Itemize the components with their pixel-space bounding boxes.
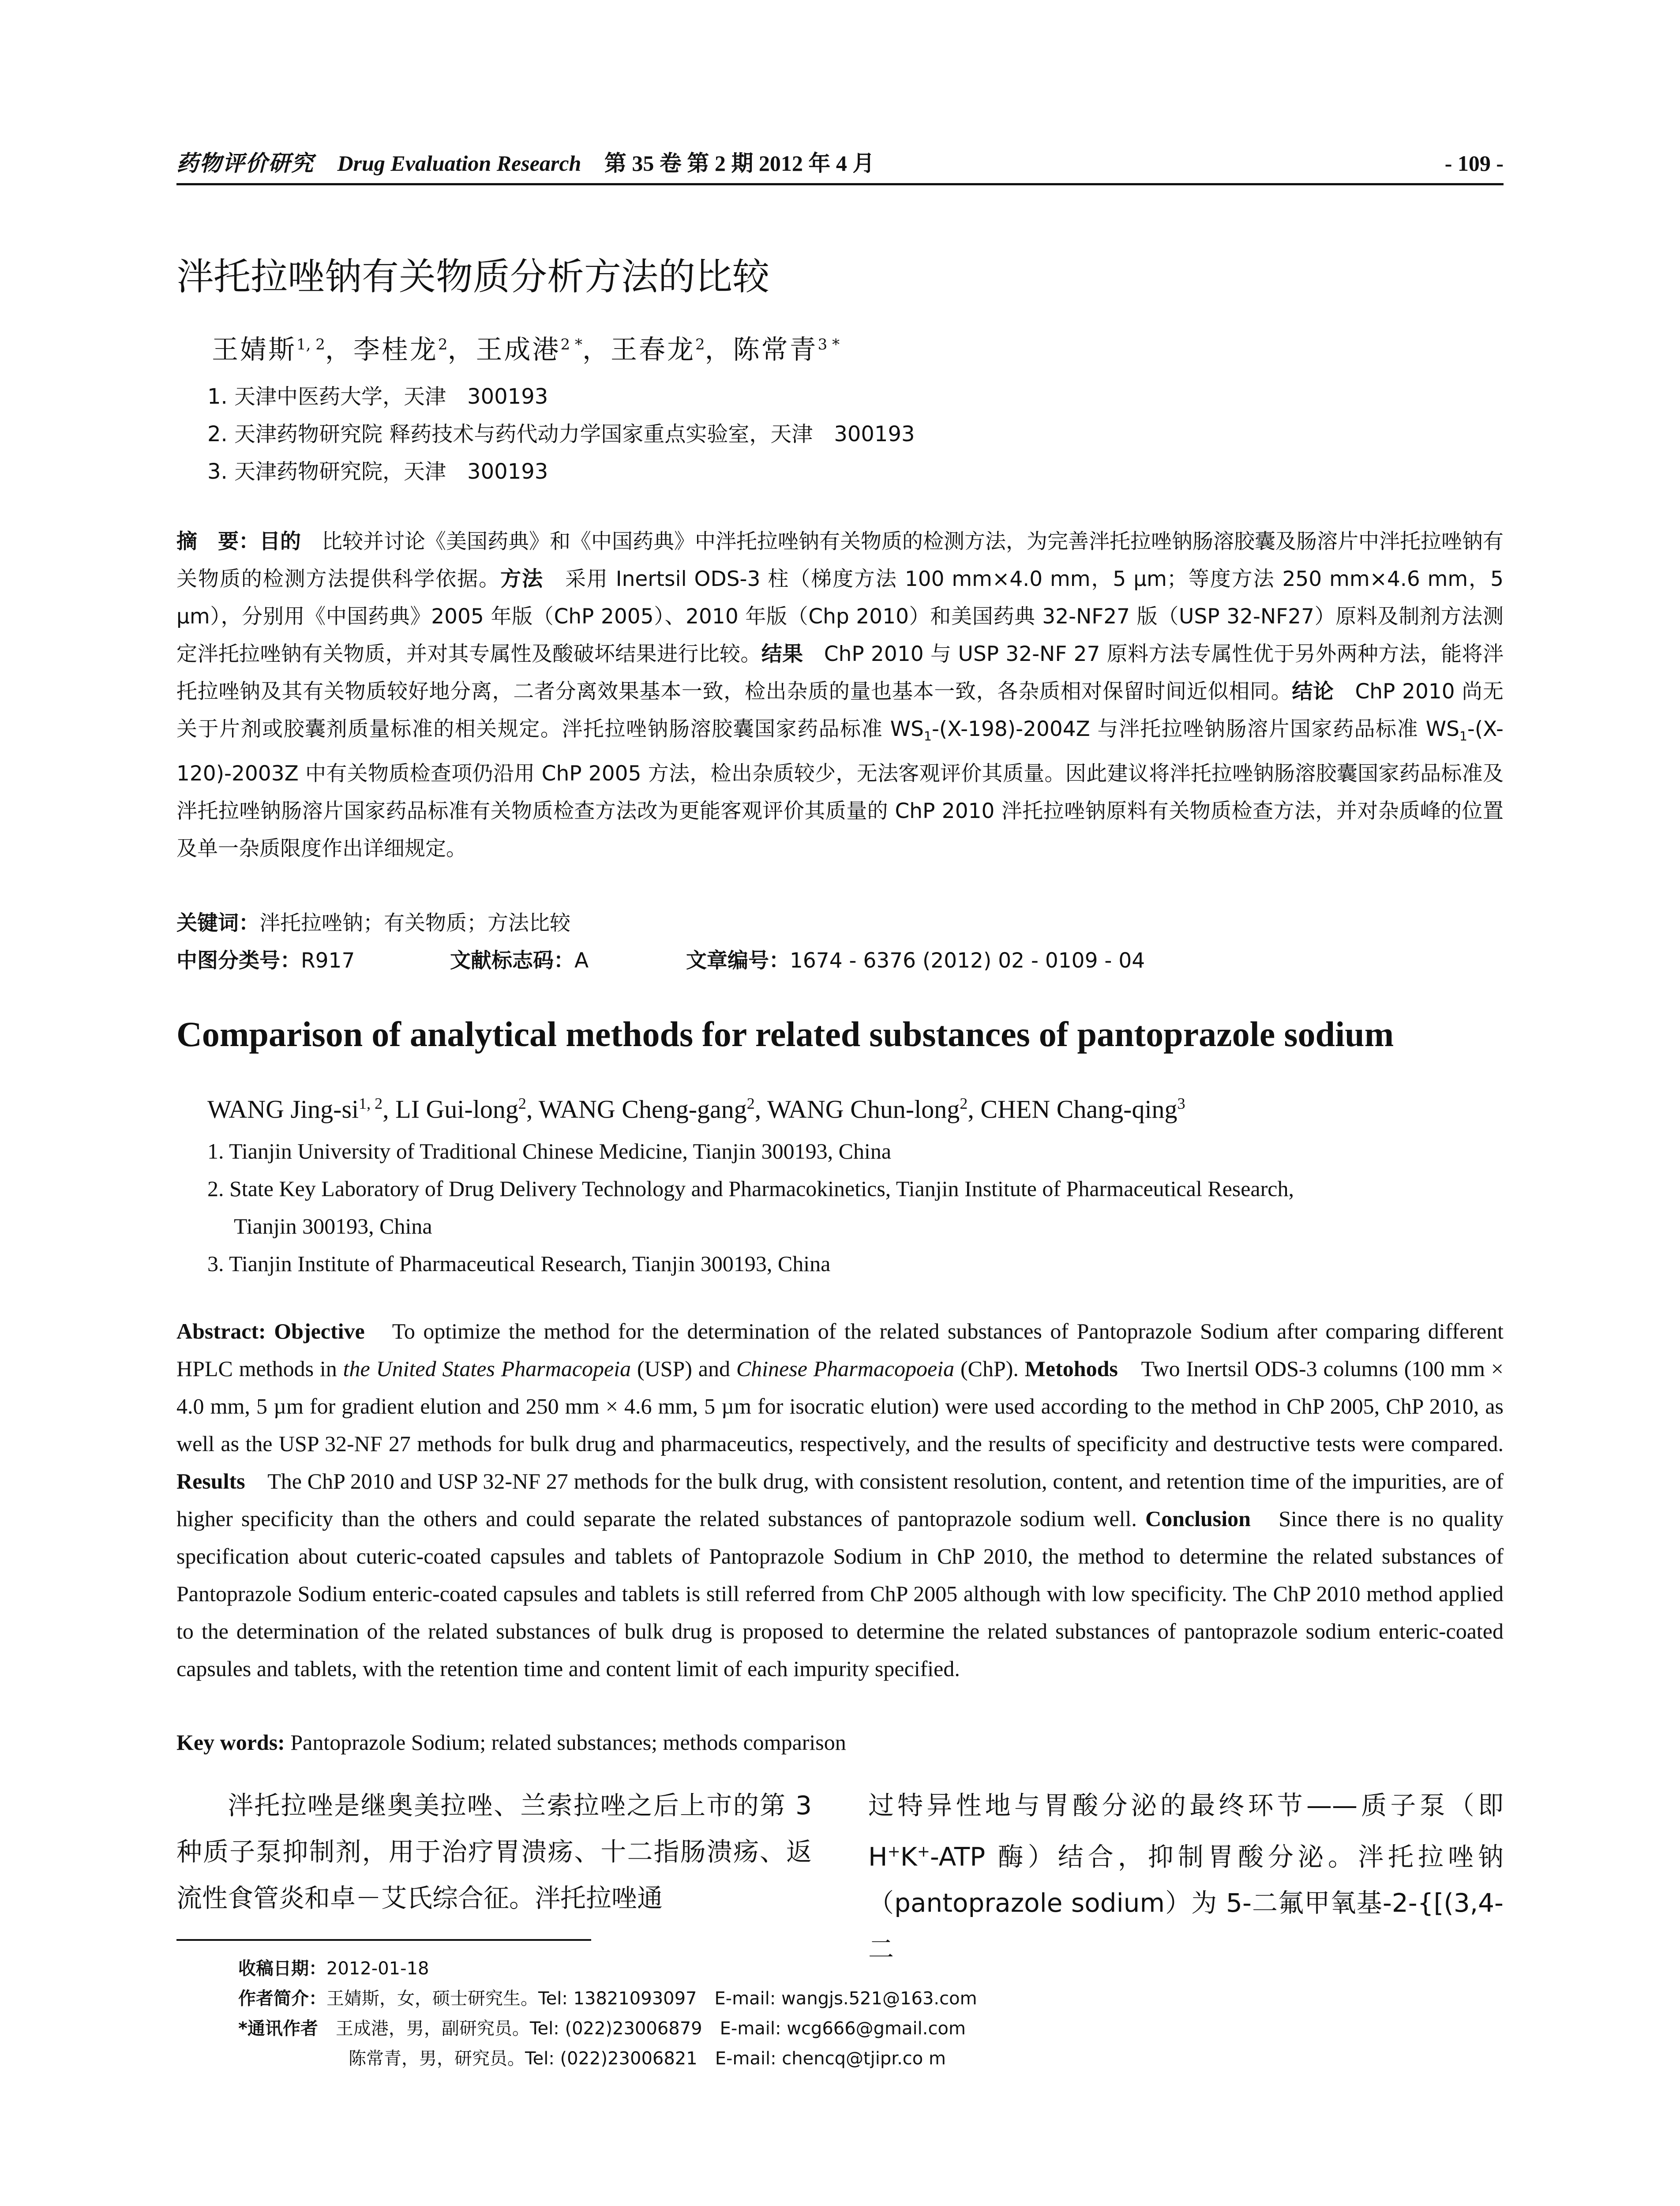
clc-label: 中图分类号： <box>176 949 301 973</box>
footnote-received <box>238 1955 429 1980</box>
authors-cn: 王婧斯$^{1, 2}$，李桂龙$^2$，王成港$^{2 *}$，王春龙$^2$，陈常青$^{3 *}$ <box>212 334 840 365</box>
clc-group <box>176 944 450 974</box>
doc-label: 文献标志码： <box>450 949 574 973</box>
art-group <box>686 944 1145 974</box>
corresponding-label: *通讯作者 <box>238 2018 318 2039</box>
keywords-text: 泮托拉唑钠；有关物质；方法比较 <box>259 911 570 935</box>
author-affil-mark: 2 * <box>560 336 582 353</box>
volume-issue: 第 35 卷 第 2 期 2012 年 4 月 <box>604 151 875 176</box>
keywords-text: Pantoprazole Sodium; related substances; methods comparison <box>290 1730 846 1755</box>
keywords-label: 关键词： <box>176 911 259 935</box>
clc-value: R917 <box>301 949 355 973</box>
corresponding-1: 王成港，男，副研究员。Tel: (022)23006879 E-mail: wcg666@gmail.com <box>318 2018 966 2039</box>
journal-name: Drug Evaluation Research <box>337 151 581 176</box>
body-text: K <box>900 1842 917 1872</box>
running-header <box>176 143 1504 185</box>
title-cn: 泮托拉唑钠有关物质分析方法的比较 <box>176 255 770 298</box>
abstract-cn <box>176 523 1504 867</box>
keywords-label: Key words: <box>176 1730 291 1755</box>
doc-value: A <box>574 949 589 973</box>
body-column-left: 泮托拉唑是继奥美拉唑、兰索拉唑之后上市的第 3 种质子泵抑制剂，用于治疗胃溃疡、十二指肠溃疡、返流性食管炎和卓－艾氏综合征。泮托拉唑通 <box>176 1790 812 1913</box>
superscript: + <box>917 1843 930 1861</box>
author-name: WANG Cheng-gang <box>538 1095 747 1124</box>
results-text: ChP 2010 与 USP 32-NF 27 原料方法专属性优于另外两种方法，能将泮托拉唑钠及其有关物质较好地分离，二者分离效果基本一致，检出杂质的量也基本一致，各杂质相对保留时间近似相同。 <box>176 642 1504 704</box>
author-affil-mark: 2 <box>518 1095 526 1112</box>
footnote-corresponding <box>238 2015 966 2040</box>
keywords-cn <box>176 907 570 936</box>
affiliation-en-1: 1. Tianjin University of Traditional Chinese Medicine, Tianjin 300193, China <box>207 1139 892 1163</box>
author-bio-label: 作者简介： <box>238 1988 326 2009</box>
objective-text: 比较并讨论《美国药典》和《中国药典》中泮托拉唑钠有关物质的检测方法，为完善泮托拉唑钠肠溶胶囊及肠溶片中泮托拉唑钠有关物质的检测方法提供科学依据。 <box>176 529 1504 591</box>
author-name: 王春龙 <box>610 334 695 365</box>
objective-text: (ChP). <box>954 1356 1025 1381</box>
doc-group <box>450 944 686 974</box>
body-text: 过特异性地与胃酸分泌的最终环节——质子泵（即 H <box>868 1790 1504 1872</box>
author-name: LI Gui-long <box>395 1095 518 1124</box>
objective-text: (USP) and <box>631 1356 736 1381</box>
author-affil-mark: 2 <box>746 1095 755 1112</box>
author-name: WANG Chun-long <box>767 1095 960 1124</box>
classification-cn <box>176 944 1145 974</box>
footnote-divider <box>176 1939 591 1941</box>
author-name: 陈常青 <box>733 334 818 365</box>
footnote-corresponding-2: 陈常青，男，研究员。Tel: (022)23006821 E-mail: chencq@tjipr.co m <box>349 2048 946 2069</box>
objective-label: Objective <box>274 1319 365 1343</box>
subscript: 1 <box>1459 729 1467 744</box>
objective-text: To optimize the method for the determination of the related substances of Pantoprazole Sodium after comparing different HPLC methods in <box>176 1319 1504 1381</box>
art-label: 文章编号： <box>686 949 790 973</box>
affiliation-cn-2: 2. 天津药物研究院 释药技术与药代动力学国家重点实验室，天津 300193 <box>207 422 915 446</box>
affiliation-en-3: 3. Tianjin Institute of Pharmaceutical Research, Tianjin 300193, China <box>207 1251 831 1276</box>
affiliation-en-2: 2. State Key Laboratory of Drug Delivery Technology and Pharmacokinetics, Tianjin Institute of Pharmaceutical Research, <box>207 1176 1294 1201</box>
abstract-en <box>176 1313 1504 1688</box>
methods-label: Metohods <box>1024 1356 1118 1381</box>
subscript: 1 <box>924 729 932 744</box>
art-value: 1674 - 6376 (2012) 02 - 0109 - 04 <box>790 949 1145 973</box>
received-date: 2012-01-18 <box>326 1958 429 1979</box>
author-affil-mark: 3 * <box>818 336 840 353</box>
usp-name: the United States Pharmacopeia <box>343 1356 631 1381</box>
chp-name: Chinese Pharmacopoeia <box>736 1356 955 1381</box>
author-affil-mark: 1, 2 <box>359 1095 383 1112</box>
objective-label: 目的 <box>259 529 301 554</box>
body-column-right <box>868 1782 1504 1973</box>
author-affil-mark: 2 <box>695 336 705 353</box>
abstract-label: 摘 要： <box>176 529 259 554</box>
conclusion-label: Conclusion <box>1145 1506 1251 1531</box>
author-name: 李桂龙 <box>353 334 438 365</box>
conclusion-text: -(X-120)-2003Z 中有关物质检查项仍沿用 ChP 2005 方法，检出杂质较少，无法客观评价其质量。因此建议将泮托拉唑钠肠溶胶囊国家药品标准及泮托拉唑钠肠溶片国家药品标准有关物质检查方法改为更能客观评价其质量的 ChP 2010 泮托拉唑钠原料有关物质检查方法，并对杂质峰的位置及单一杂质限度作出详细规定。 <box>176 717 1504 861</box>
conclusion-text: ChP 2010 尚无关于片剂或胶囊剂质量标准的相关规定。泮托拉唑钠肠溶胶囊国家药品标准 WS <box>176 679 1504 741</box>
affiliation-cn-3: 3. 天津药物研究院，天津 300193 <box>207 459 548 484</box>
author-affil-mark: 1, 2 <box>296 336 325 353</box>
conclusion-text: -(X-198)-2004Z 与泮托拉唑钠肠溶片国家药品标准 WS <box>931 717 1459 741</box>
results-text: The ChP 2010 and USP 32-NF 27 methods for the bulk drug, with consistent resolution, content, and retention time of the impurities, are of higher specificity than the others and could separate the related substances of pantoprazole sodium well. <box>176 1469 1504 1531</box>
methods-text: Two Inertsil ODS-3 columns (100 mm × 4.0 mm, 5 µm for gradient elution and 250 mm × 4.6 mm, 5 µm for isocratic elution) were used according to the method in ChP 2005, ChP 2010, as well as the USP 32-NF 27 methods for bulk drug and pharmaceutics, respectively, and the results of specificity and destructive tests were compared. <box>176 1356 1504 1456</box>
conclusion-text: Since there is no quality specification about cuteric-coated capsules and tablets of Pantoprazole Sodium in ChP 2010, the method to determine the related substances of Pantoprazole Sodium enteric-coated capsules and tablets is still referred from ChP 2005 although with low specificity. The ChP 2010 method applied to the determination of the related substances of bulk drug is proposed to determine the related substances of pantoprazole sodium enteric-coated capsules and tablets, with the retention time and content limit of each impurity specified. <box>176 1506 1504 1681</box>
author-affil-mark: 3 <box>1177 1095 1185 1112</box>
author-name: 王婧斯 <box>212 334 296 365</box>
journal-logo: 药物评价研究 <box>176 150 314 176</box>
abstract-label: Abstract: <box>176 1319 274 1343</box>
affiliation-cn-1: 1. 天津中医药大学，天津 300193 <box>207 384 548 409</box>
author-bio: 王婧斯，女，硕士研究生。Tel: 13821093097 E-mail: wangjs.521@163.com <box>326 1988 977 2009</box>
page-number: - 109 - <box>1444 151 1504 176</box>
keywords-en <box>176 1730 846 1755</box>
body-text: -ATP 酶）结合，抑制胃酸分泌。泮托拉唑钠（pantoprazole sodium）为 5-二氟甲氧基-2-{[(3,4-二 <box>868 1842 1504 1965</box>
superscript: + <box>887 1843 900 1861</box>
footnote-author <box>238 1985 977 2010</box>
author-affil-mark: 2 <box>438 336 448 353</box>
methods-label: 方法 <box>500 567 544 591</box>
authors-en: WANG Jing-si$^{1, 2}$, LI Gui-long$^2$, WANG Cheng-gang$^2$, WANG Chun-long$^2$, CHEN Chang-qing$^3$ <box>207 1095 1185 1124</box>
conclusion-label: 结论 <box>1292 679 1334 704</box>
affiliation-en-2-cont: Tianjin 300193, China <box>234 1214 432 1238</box>
results-label: Results <box>176 1469 245 1493</box>
title-en: Comparison of analytical methods for related substances of pantoprazole sodium <box>176 1015 1394 1054</box>
methods-text: 采用 Inertsil ODS-3 柱（梯度方法 100 mm×4.0 mm，5 µm；等度方法 250 mm×4.6 mm，5 µm），分别用《中国药典》2005 年版（ChP 2005）、2010 年版（Chp 2010）和美国药典 32-NF27 版（USP 32-NF27）原料及制剂方法测定泮托拉唑钠有关物质，并对其专属性及酸破坏结果进行比较。 <box>176 567 1504 666</box>
author-name: 王成港 <box>476 334 561 365</box>
author-affil-mark: 2 <box>960 1095 968 1112</box>
author-name: WANG Jing-si <box>207 1095 359 1124</box>
results-label: 结果 <box>761 642 803 666</box>
received-label: 收稿日期： <box>238 1958 326 1979</box>
author-name: CHEN Chang-qing <box>980 1095 1178 1124</box>
